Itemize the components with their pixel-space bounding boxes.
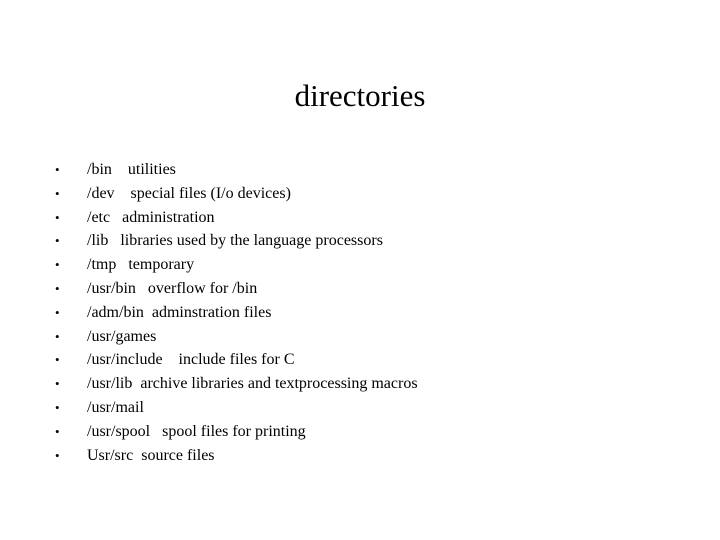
list-item-text: /usr/spool spool files for printing — [87, 422, 306, 440]
bullet-icon: • — [55, 399, 60, 415]
list-item-text: /etc administration — [87, 208, 215, 226]
bullet-icon: • — [55, 162, 60, 177]
bullet-icon: • — [55, 328, 60, 344]
list-item-text: Usr/src source files — [87, 446, 215, 464]
bullet-icon: • — [55, 376, 60, 392]
bullet-icon: • — [55, 352, 60, 368]
list-item-text: /usr/bin overflow for /bin — [87, 279, 258, 297]
bullet-icon: • — [55, 209, 60, 225]
list-item-text: /usr/mail — [87, 398, 144, 416]
list-item-text: /lib libraries used by the language processors — [87, 232, 383, 250]
list-item-text: /usr/include include files for C — [87, 351, 295, 369]
bullet-icon: • — [55, 304, 60, 320]
bullet-icon: • — [55, 280, 60, 296]
list-item-text: /usr/games — [87, 327, 157, 345]
bullet-icon: • — [55, 233, 60, 249]
list-item-text: /tmp temporary — [87, 256, 195, 274]
list-item-text: /adm/bin adminstration files — [87, 303, 272, 321]
list-item-text: /bin utilities — [87, 161, 176, 178]
bullet-icon: • — [55, 447, 60, 463]
list-item-text: /dev special files (I/o devices) — [87, 184, 291, 202]
list-item-text: /usr/lib archive libraries and textprocessing macros — [87, 375, 418, 393]
slide-title-text: directories — [294, 78, 426, 113]
slide-title — [0, 76, 720, 116]
bullet-icon: • — [55, 185, 60, 201]
bullet-icon: • — [55, 423, 60, 439]
bullet-icon: • — [55, 257, 60, 273]
